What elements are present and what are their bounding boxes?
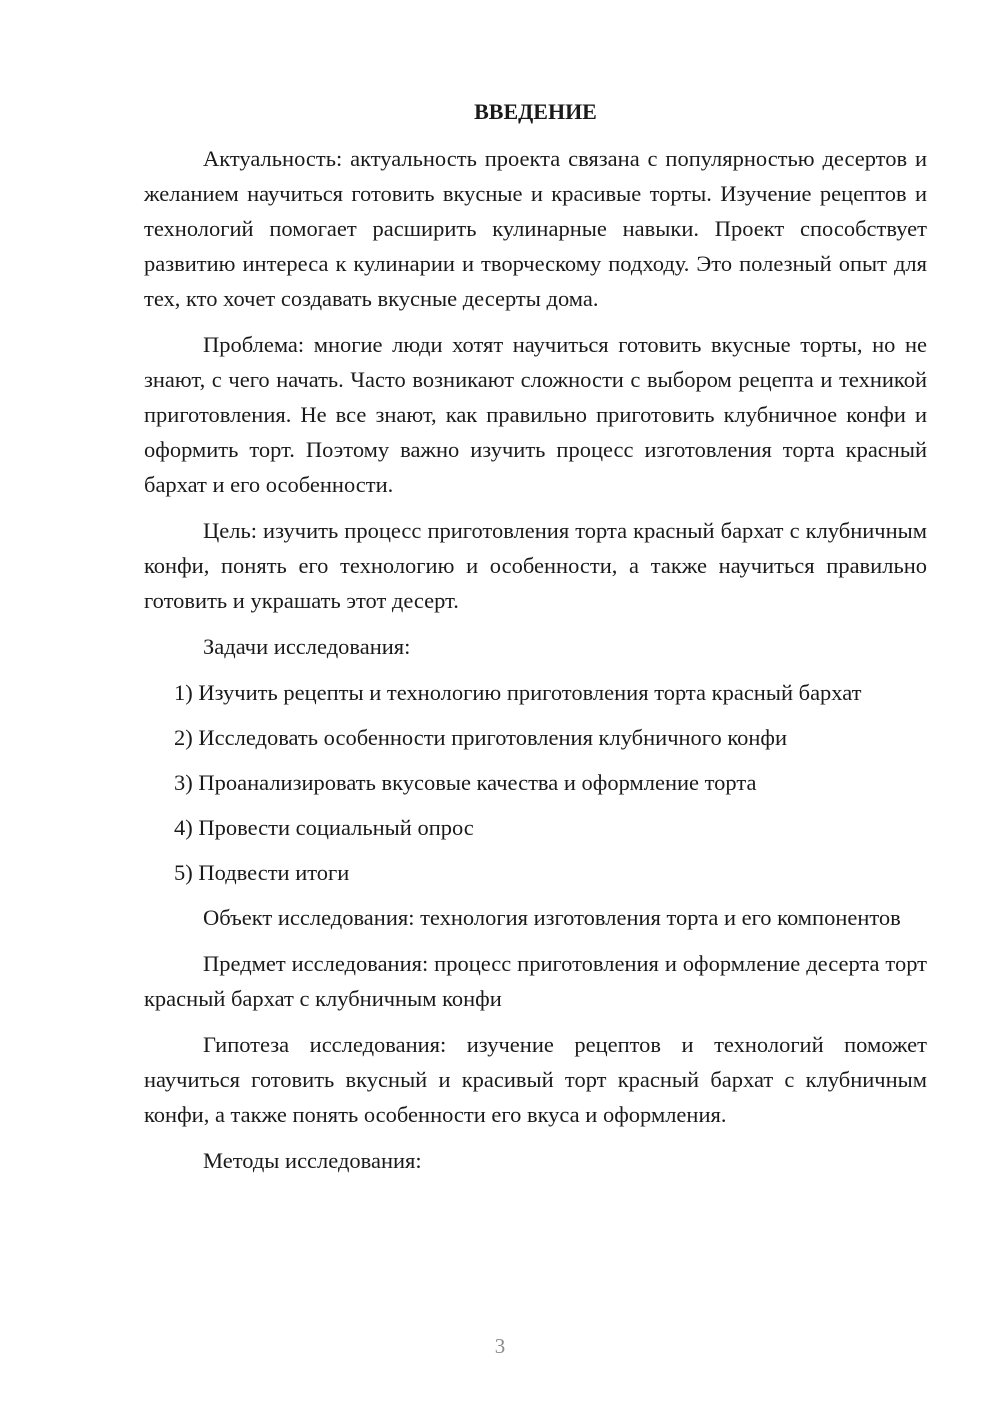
tasks-heading: Задачи исследования: — [203, 634, 411, 659]
task-item: 3) Проанализировать вкусовые качества и оформление торта — [174, 770, 757, 795]
methods-heading: Методы исследования: — [203, 1148, 422, 1173]
task-item: 1) Изучить рецепты и технологию приготовления торта красный бархат — [174, 680, 862, 705]
hypothesis-paragraph: Гипотеза исследования: изучение рецептов и технологий поможет научиться готовить вкусный и красивый торт красный бархат с клубничным конфи, а также понять особенности его вкуса и оформления. — [144, 1032, 927, 1127]
section-title: ВВЕДЕНИЕ — [474, 99, 597, 124]
problem-paragraph: Проблема: многие люди хотят научиться готовить вкусные торты, но не знают, с чего начать. Часто возникают сложности с выбором рецепта и техникой приготовления. Не все знают, как правильно приготовить клубничное конфи и оформить торт. Поэтому важно изучить процесс изготовления торта красный бархат и его особенности. — [144, 332, 927, 497]
subject-paragraph: Предмет исследования: процесс приготовления и оформление десерта торт красный бархат с клубничным конфи — [144, 951, 927, 1011]
task-item: 2) Исследовать особенности приготовления клубничного конфи — [174, 725, 788, 750]
object-paragraph: Объект исследования: технология изготовления торта и его компонентов — [203, 905, 901, 930]
tasks-list — [144, 675, 927, 890]
relevance-paragraph: Актуальность: актуальность проекта связана с популярностью десертов и желанием научиться готовить вкусные и красивые торты. Изучение рецептов и технологий помогает расширить кулинарные навыки. Проект способствует развитию интереса к кулинарии и творческому подходу. Это полезный опыт для тех, кто хочет создавать вкусные десерты дома. — [144, 146, 927, 311]
goal-paragraph: Цель: изучить процесс приготовления торта красный бархат с клубничным конфи, понять его технологию и особенности, а также научиться правильно готовить и украшать этот десерт. — [144, 518, 927, 613]
task-item: 4) Провести социальный опрос — [174, 815, 474, 840]
page-number: 3 — [494, 1334, 506, 1358]
page-content — [144, 94, 927, 1189]
task-item: 5) Подвести итоги — [174, 860, 350, 885]
